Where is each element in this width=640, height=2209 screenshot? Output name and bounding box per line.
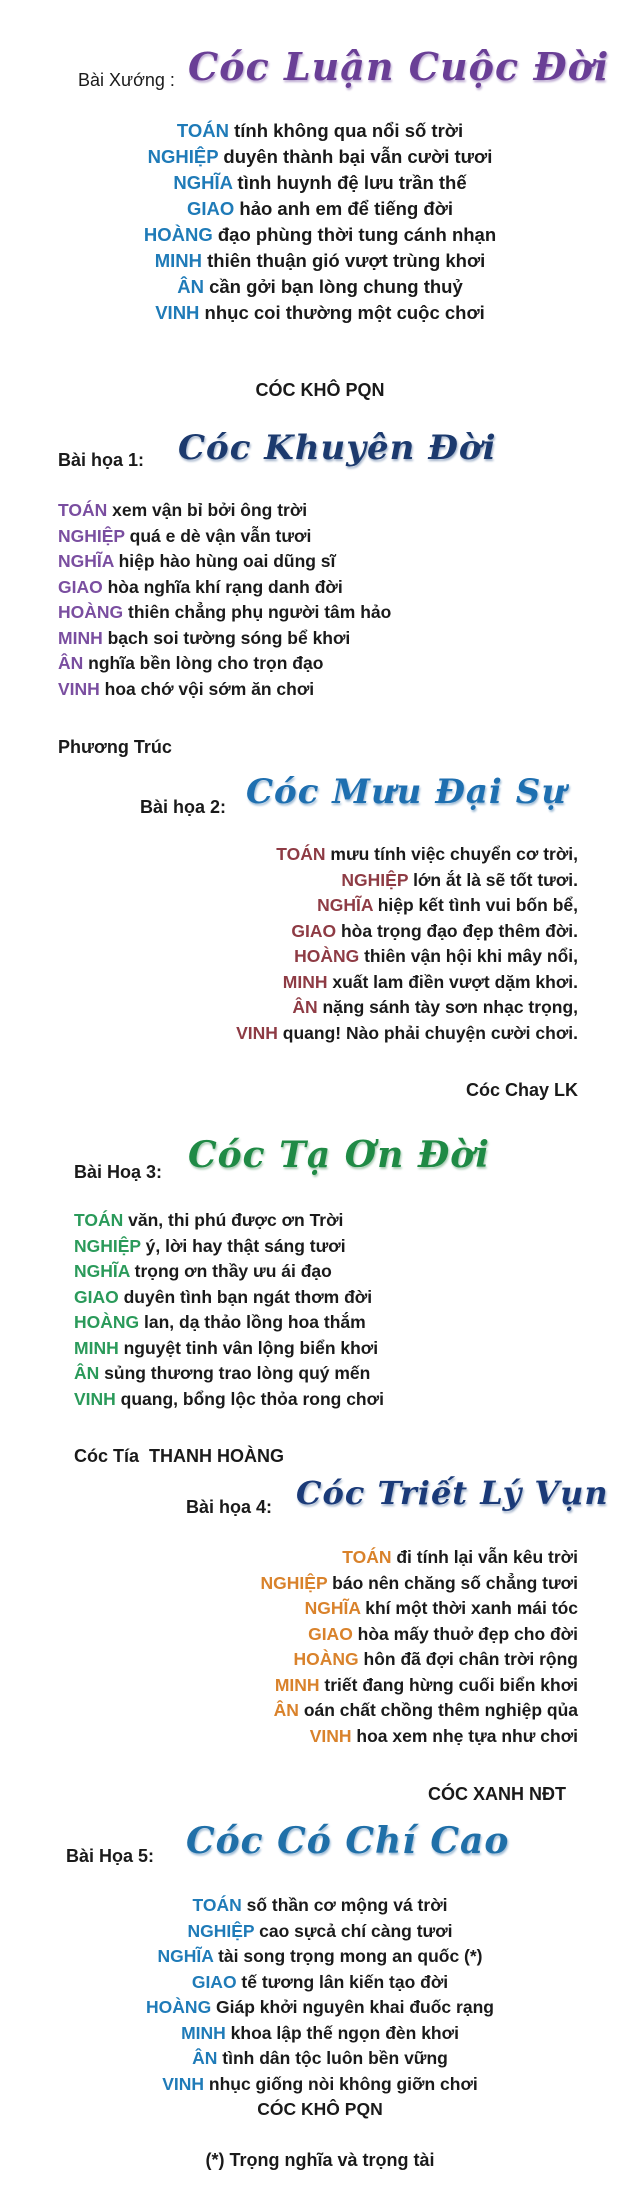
poem-line: ÂN sủng thương trao lòng quý mến: [74, 1363, 371, 1383]
reply-5-body: [0, 1893, 640, 2123]
poem-line: MINH thiên thuận gió vượt trùng khơi: [154, 250, 486, 271]
poem-keyword: NGHIỆP: [58, 525, 125, 546]
poem-keyword: ÂN: [177, 276, 204, 297]
poem-keyword: NGHIỆP: [74, 1235, 141, 1256]
poem-line: TOÁN số thần cơ mộng vá trời: [192, 1895, 448, 1915]
poem-line: MINH khoa lập thế ngọn đèn khơi: [181, 2022, 459, 2043]
poem-line: NGHIỆP báo nên chăng số chẳng tươi: [260, 1572, 578, 1593]
poem-keyword: GIAO: [186, 198, 235, 219]
poem-line: NGHĨA tài song trọng mong an quốc (*): [157, 1946, 483, 1966]
poem-line: HOÀNG hôn đã đợi chân trời rộng: [293, 1649, 578, 1669]
poem-keyword: MINH: [58, 627, 103, 648]
reply-4-title: Cóc Triết Lý Vụn: [296, 1474, 609, 1512]
poem-keyword: ÂN: [292, 997, 318, 1017]
poem-keyword: ÂN: [58, 653, 84, 673]
poem-line: HOÀNG Giáp khởi nguyên khai đuốc rạng: [146, 1997, 494, 2017]
reply-2-body: [236, 842, 578, 1046]
reply-5-label: Bài Họa 5:: [66, 1846, 155, 1866]
poem-line: NGHIỆP duyên thành bại vẫn cười tươi: [147, 146, 493, 167]
poem-keyword: TOÁN: [192, 1895, 242, 1915]
reply-5-signature: CÓC KHÔ PQN: [257, 2099, 383, 2119]
poem-line: ÂN nặng sánh tày sơn nhạc trọng,: [292, 997, 578, 1017]
poem-line: TOÁN tính không qua nổi số trời: [176, 120, 464, 141]
poem-line: NGHIỆP ý, lời hay thật sáng tươi: [74, 1235, 346, 1256]
poem-line: ÂN cần gởi bạn lòng chung thuỷ: [177, 276, 463, 297]
reply-3-signature: Cóc Tía THANH HOÀNG: [74, 1446, 285, 1466]
poem-line: ÂN oán chất chồng thêm nghiệp qủa: [273, 1700, 578, 1720]
reply-2-title: Cóc Mưu Đại Sự: [246, 772, 567, 812]
poem-line: TOÁN đi tính lại vẫn kêu trời: [342, 1547, 578, 1567]
reply-2-label: Bài họa 2:: [140, 797, 227, 817]
poem-keyword: GIAO: [58, 576, 103, 597]
poem-line: GIAO hòa nghĩa khí rạng danh đời: [58, 576, 343, 597]
main-poem-signature: CÓC KHÔ PQN: [255, 380, 385, 400]
poem-line: TOÁN xem vận bỉ bởi ông trời: [58, 500, 308, 520]
poem-keyword: GIAO: [291, 920, 337, 941]
poem-keyword: MINH: [74, 1337, 119, 1358]
poem-keyword: HOÀNG: [74, 1312, 140, 1332]
poem-keyword: VINH: [155, 302, 200, 323]
poem-keyword: ÂN: [192, 2048, 218, 2068]
poem-keyword: MINH: [282, 971, 328, 992]
poem-line: VINH nhục giống nòi không giỡn chơi: [162, 2073, 478, 2094]
poem-keyword: TOÁN: [58, 500, 108, 520]
poem-keyword: TOÁN: [176, 120, 229, 141]
poem-line: GIAO hòa mấy thuở đẹp cho đời: [308, 1623, 578, 1644]
poem-line: GIAO tế tương lân kiến tạo đời: [191, 1971, 449, 1992]
poem-keyword: VINH: [58, 678, 100, 699]
poem-keyword: GIAO: [308, 1623, 353, 1644]
poem-line: GIAO hòa trọng đạo đẹp thêm đời.: [291, 920, 578, 941]
poem-keyword: VINH: [309, 1725, 352, 1746]
poem-line: NGHIỆP lớn ắt là sẽ tốt tươi.: [341, 869, 578, 890]
reply-1-body: [58, 498, 391, 702]
poem-line: NGHIỆP quá e dè vận vẫn tươi: [58, 525, 312, 546]
poem-line: HOÀNG lan, dạ thảo lồng hoa thắm: [74, 1312, 366, 1332]
reply-2-signature: Cóc Chay LK: [465, 1080, 578, 1100]
poem-keyword: NGHIỆP: [341, 869, 409, 890]
reply-4-body: [261, 1545, 578, 1749]
poem-keyword: GIAO: [191, 1971, 237, 1992]
poem-line: GIAO duyên tình bạn ngát thơm đời: [74, 1286, 373, 1307]
poem-keyword: TOÁN: [276, 844, 326, 864]
poem-line: MINH triết đang hừng cuối biển khơi: [274, 1674, 578, 1695]
poem-line: VINH nhục coi thường một cuộc chơi: [155, 302, 485, 323]
reply-1-signature: Phương Trúc: [58, 737, 172, 757]
poem-keyword: MINH: [181, 2022, 226, 2043]
main-poem-title: Cóc Luận Cuộc Đời: [188, 44, 610, 89]
poem-line: VINH quang! Nào phải chuyện cười chơi.: [236, 1022, 578, 1043]
poem-keyword: NGHIỆP: [187, 1920, 255, 1941]
poem-keyword: MINH: [274, 1674, 320, 1695]
main-poem-body: [0, 118, 640, 326]
poem-line: GIAO hảo anh em để tiếng đời: [186, 198, 453, 219]
poem-keyword: GIAO: [74, 1286, 119, 1307]
poem-line: HOÀNG thiên chẳng phụ người tâm hảo: [58, 602, 392, 622]
reply-3-body: [74, 1208, 384, 1412]
poem-keyword: HOÀNG: [146, 1997, 212, 2017]
reply-4-signature: CÓC XANH NĐT: [428, 1784, 566, 1804]
poem-keyword: HOÀNG: [58, 602, 124, 622]
reply-5-title: Cóc Có Chí Cao: [186, 1820, 510, 1862]
poem-keyword: HOÀNG: [143, 224, 213, 245]
poem-keyword: MINH: [154, 250, 202, 271]
poem-keyword: HOÀNG: [293, 1649, 359, 1669]
poem-line: HOÀNG đạo phùng thời tung cánh nhạn: [143, 224, 497, 245]
poem-line: NGHĨA hiệp kết tình vui bốn bể,: [317, 895, 578, 915]
poem-line: TOÁN mưu tính việc chuyển cơ trời,: [276, 844, 578, 864]
poem-line: NGHĨA tình huynh đệ lưu trần thế: [173, 172, 467, 193]
poem-line: NGHĨA khí một thời xanh mái tóc: [304, 1598, 578, 1618]
poem-keyword: ÂN: [74, 1363, 100, 1383]
poem-keyword: HOÀNG: [294, 946, 360, 966]
poem-keyword: TOÁN: [342, 1547, 392, 1567]
main-poem-label: Bài Xướng :: [78, 70, 175, 90]
poem-keyword: NGHIỆP: [147, 146, 219, 167]
poem-keyword: NGHIỆP: [260, 1572, 328, 1593]
reply-3-title: Cóc Tạ Ơn Đời: [188, 1134, 490, 1176]
poem-keyword: ÂN: [273, 1700, 299, 1720]
poem-line: VINH hoa chớ vội sớm ăn chơi: [58, 678, 315, 699]
poem-keyword: VINH: [162, 2073, 205, 2094]
poem-line: HOÀNG thiên vận hội khi mây nổi,: [294, 946, 578, 966]
poem-line: VINH hoa xem nhẹ tựa như chơi: [309, 1725, 578, 1746]
footnote: (*) Trọng nghĩa và trọng tài: [205, 2150, 435, 2170]
poem-keyword: VINH: [74, 1388, 116, 1409]
reply-4-label: Bài họa 4:: [186, 1497, 273, 1517]
poem-line: VINH quang, bổng lộc thỏa rong chơi: [74, 1388, 384, 1409]
poem-line: MINH xuất lam điền vượt dặm khơi.: [282, 971, 578, 992]
reply-1-title: Cóc Khuyên Đời: [178, 428, 497, 468]
poem-line: NGHĨA trọng ơn thầy ưu ái đạo: [74, 1261, 332, 1281]
poem-line: MINH bạch soi tường sóng bể khơi: [58, 627, 351, 648]
poem-keyword: VINH: [236, 1022, 278, 1043]
poem-keyword: NGHĨA: [74, 1261, 130, 1281]
poem-keyword: TOÁN: [74, 1210, 124, 1230]
reply-1-label: Bài họa 1:: [58, 450, 145, 470]
poem-line: MINH nguyệt tinh vân lộng biển khơi: [74, 1337, 379, 1358]
poem-keyword: NGHĨA: [304, 1598, 361, 1618]
poem-line: TOÁN văn, thi phú được ơn Trời: [74, 1210, 344, 1230]
reply-3-label: Bài Hoạ 3:: [74, 1162, 163, 1182]
poem-keyword: NGHĨA: [173, 172, 233, 193]
poem-line: NGHĨA hiệp hào hùng oai dũng sĩ: [58, 551, 336, 571]
poem-line: ÂN nghĩa bền lòng cho trọn đạo: [58, 653, 324, 673]
poem-keyword: NGHĨA: [58, 551, 114, 571]
poem-line: NGHIỆP cao sựcả chí càng tươi: [187, 1920, 453, 1941]
poem-keyword: NGHĨA: [317, 895, 373, 915]
poem-keyword: NGHĨA: [157, 1946, 214, 1966]
poem-line: ÂN tình dân tộc luôn bền vững: [192, 2048, 448, 2068]
